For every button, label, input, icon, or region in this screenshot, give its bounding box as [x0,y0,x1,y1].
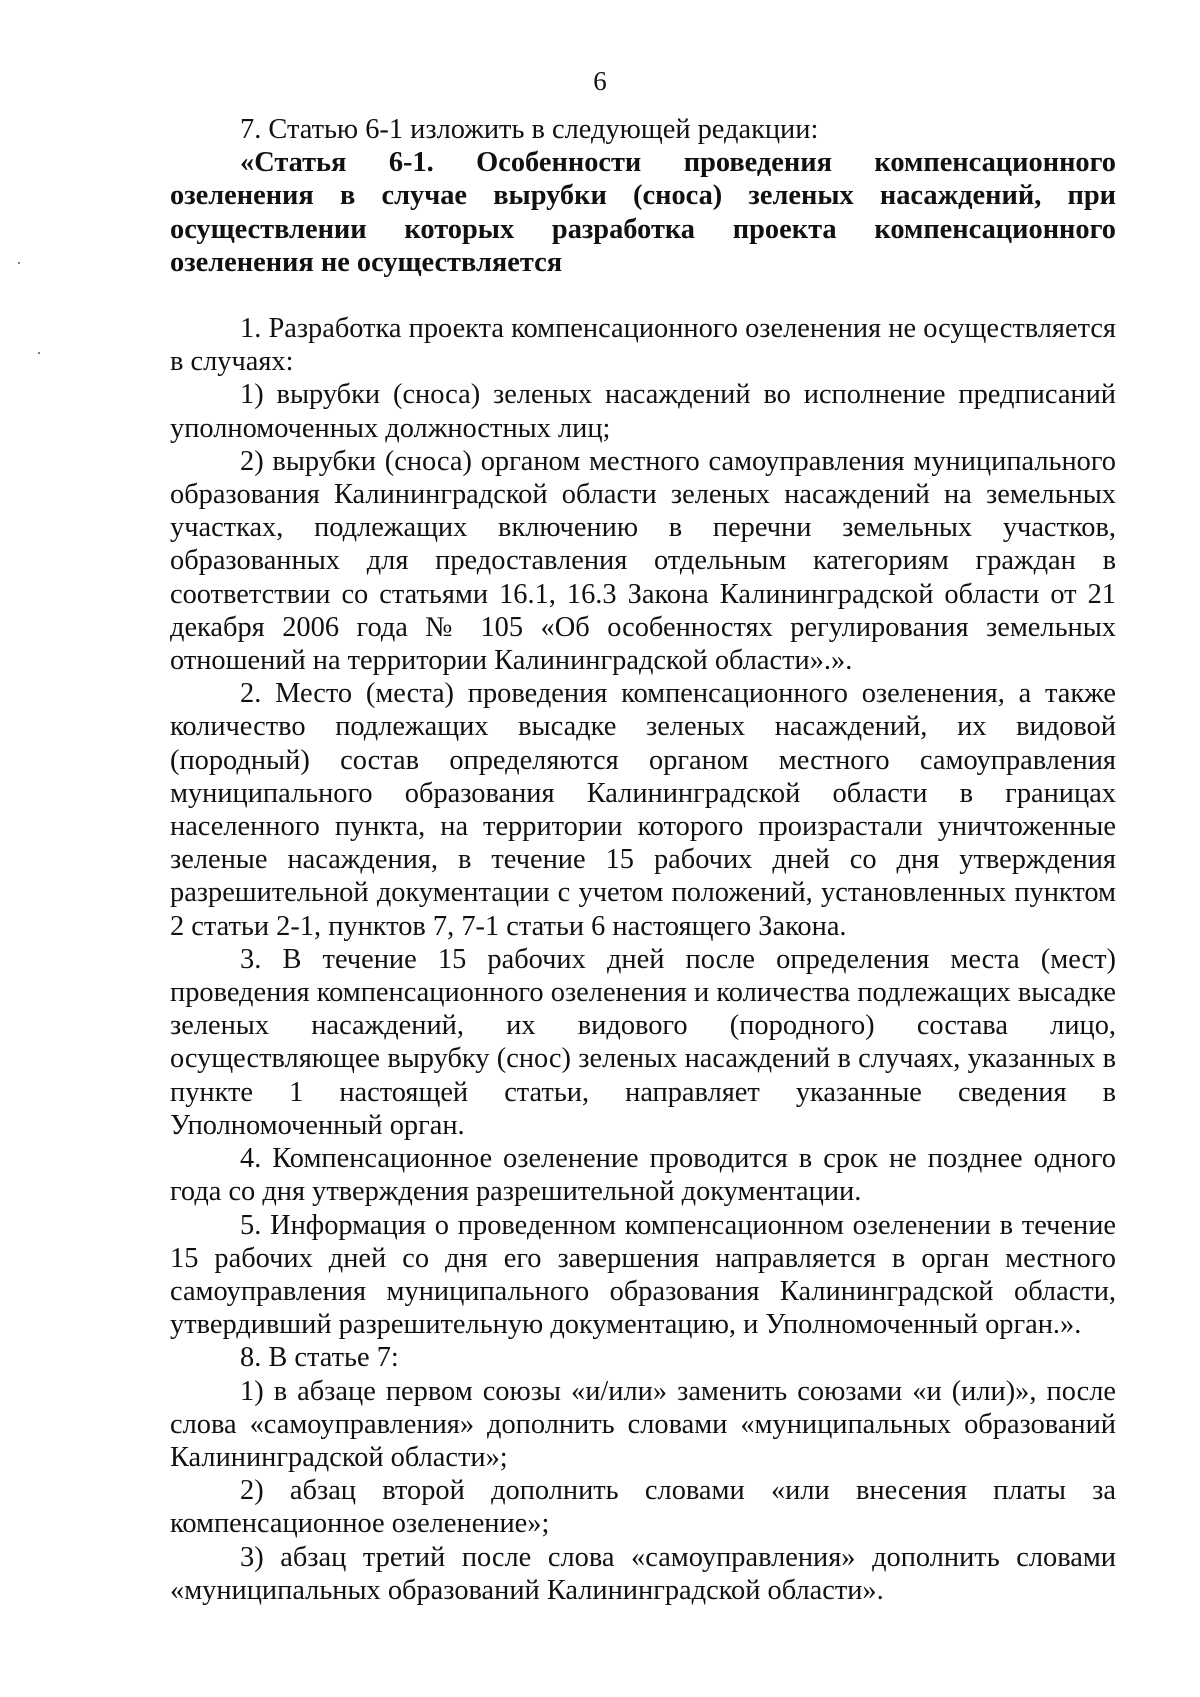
paragraph: 2) вырубки (сноса) органом местного самоуправления муниципального образования Калининградской области зеленых насаждений на земельных участках, подлежащих включению в перечни земельных участков, образованных для предоставления отдельным категориям граждан в соответствии со статьями 16.1, 16.3 Закона Калининградской области от 21 декабря 2006 года № 105 «Об особенностях регулирования земельных отношений на территории Калининградской области».». [170,445,1116,677]
paragraph: 5. Информация о проведенном компенсационном озеленении в течение 15 рабочих дней со дня его завершения направляется в орган местного самоуправления муниципального образования Калининградской области, утвердивший разрешительную документацию, и Уполномоченный орган.». [170,1209,1116,1341]
paragraph: 3. В течение 15 рабочих дней после определения места (мест) проведения компенсационного озеленения и количества подлежащих высадке зеленых насаждений, их видового (породного) состава лицо, осуществляющее вырубку (снос) зеленых насаждений в случаях, указанных в пункте 1 настоящей статьи, направляет указанные сведения в Уполномоченный орган. [170,943,1116,1141]
paragraph: 1) вырубки (сноса) зеленых насаждений во исполнение предписаний уполномоченных должностных лиц; [170,379,1116,444]
scan-speck [18,262,20,264]
article-heading: «Статья 6-1. Особенности проведения компенсационного озеленения в случае вырубки (сноса) зеленых насаждений, при осуществлении которых разработка проекта компенсационного озеленения не осуществляется [170,147,1116,278]
paragraph: 2) абзац второй дополнить словами «или внесения платы за компенсационное озеленение»; [170,1475,1116,1540]
page-number: 6 [593,66,607,96]
paragraph: 1. Разработка проекта компенсационного озеленения не осуществляется в случаях: [170,313,1116,378]
scan-speck [38,352,40,354]
paragraph: 8. В статье 7: [240,1342,399,1374]
document-body [170,113,1116,1607]
paragraph: 2. Место (места) проведения компенсационного озеленения, а также количество подлежащих высадке зеленых насаждений, их видовой (породный) состав определяются органом местного самоуправления муниципального образования Калининградской области в границах населенного пункта, на территории которого произрастали уничтоженные зеленые насаждения, в течение 15 рабочих дней со дня утверждения разрешительной документации с учетом положений, установленных пунктом 2 статьи 2-1, пунктов 7, 7-1 статьи 6 настоящего Закона. [170,678,1116,942]
paragraph-gap [170,279,1116,312]
amendment-intro-paragraph: 7. Статью 6-1 изложить в следующей редакции: [240,114,819,145]
paragraph: 4. Компенсационное озеленение проводится в срок не позднее одного года со дня утверждения разрешительной документации. [170,1143,1116,1208]
paragraph: 3) абзац третий после слова «самоуправления» дополнить словами «муниципальных образований Калининградской области». [170,1541,1116,1606]
paragraph: 1) в абзаце первом союзы «и/или» заменить союзами «и (или)», после слова «самоуправления» дополнить словами «муниципальных образований Калининградской области»; [170,1375,1116,1473]
